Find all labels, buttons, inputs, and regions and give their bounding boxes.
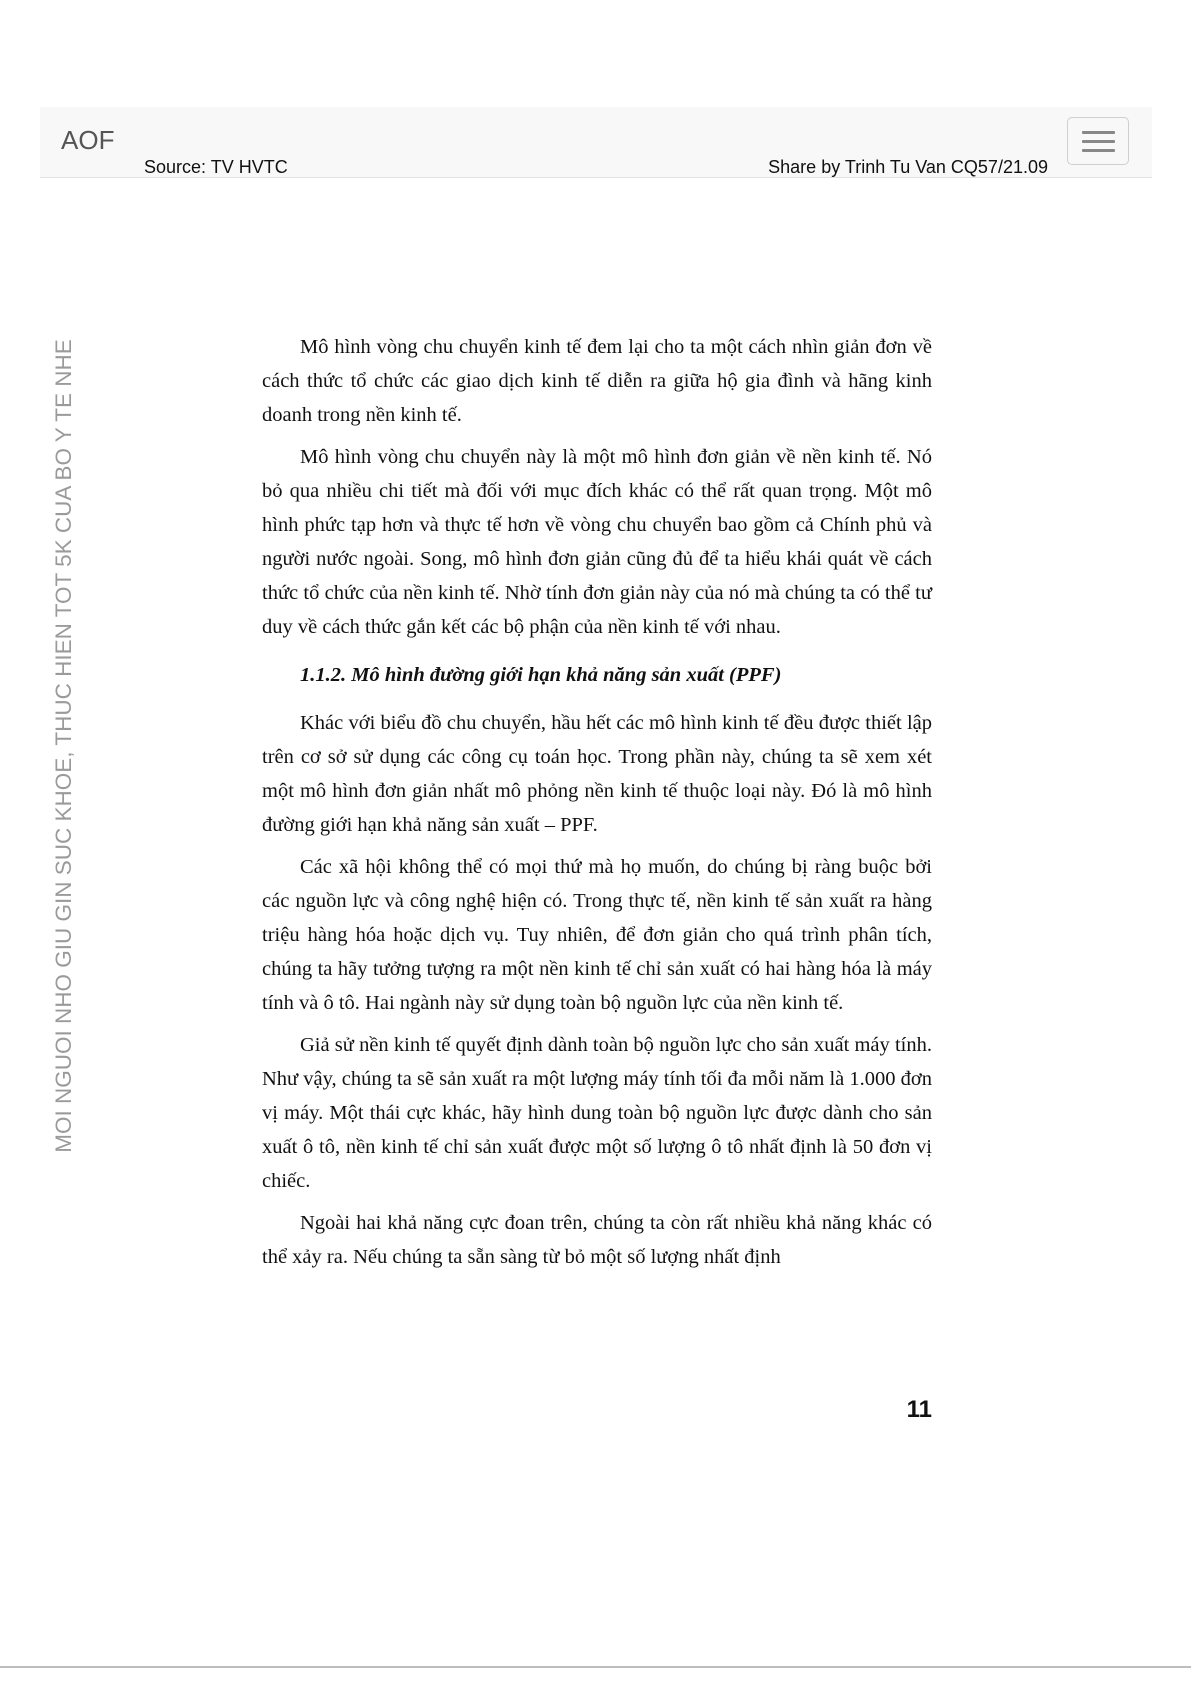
menu-toggle-button[interactable] bbox=[1067, 117, 1129, 165]
paragraph: Mô hình vòng chu chuyển kinh tế đem lại cho ta một cách nhìn giản đơn về cách thức tổ chức các giao dịch kinh tế diễn ra giữa hộ gia đình và hãng kinh doanh trong nền kinh tế. bbox=[262, 336, 932, 426]
page-content bbox=[262, 330, 932, 1282]
paragraph: Các xã hội không thể có mọi thứ mà họ muốn, do chúng bị ràng buộc bởi các nguồn lực và công nghệ hiện có. Trong thực tế, nền kinh tế sản xuất ra hàng triệu hàng hóa hoặc dịch vụ. Tuy nhiên, để đơn giản cho quá trình phân tích, chúng ta hãy tưởng tượng ra một nền kinh tế chỉ sản xuất có hai hàng hóa là máy tính và ô tô. Hai ngành này sử dụng toàn bộ nguồn lực của nền kinh tế. bbox=[262, 856, 932, 1014]
paragraph: Giả sử nền kinh tế quyết định dành toàn bộ nguồn lực cho sản xuất máy tính. Như vậy, chúng ta sẽ sản xuất ra một lượng máy tính tối đa mỗi năm là 1.000 đơn vị máy. Một thái cực khác, hãy hình dung toàn bộ nguồn lực được dành cho sản xuất ô tô, nền kinh tế chỉ sản xuất được một số lượng ô tô nhất định là 50 đơn vị chiếc. bbox=[262, 1034, 932, 1192]
section-heading: 1.1.2. Mô hình đường giới hạn khả năng sản xuất (PPF) bbox=[300, 664, 782, 686]
hamburger-menu-icon-middle-bar bbox=[1082, 140, 1115, 143]
paragraph: Khác với biểu đồ chu chuyển, hầu hết các mô hình kinh tế đều được thiết lập trên cơ sở sử dụng các công cụ toán học. Trong phần này, chúng ta sẽ xem xét một mô hình đơn giản nhất mô phỏng nền kinh tế thuộc loại này. Đó là mô hình đường giới hạn khả năng sản xuất – PPF. bbox=[262, 712, 932, 836]
paragraph: Ngoài hai khả năng cực đoan trên, chúng ta còn rất nhiều khả năng khác có thể xảy ra. Nếu chúng ta sẵn sàng từ bỏ một số lượng nhất định bbox=[262, 1212, 932, 1268]
brand-logo-text: AOF bbox=[61, 125, 115, 155]
side-watermark-text: MOI NGUOI NHO GIU GIN SUC KHOE, THUC HIEN TOT 5K CUA BO Y TE NHE bbox=[51, 339, 76, 1153]
header-bar bbox=[40, 107, 1152, 178]
hamburger-menu-icon-bottom-bar bbox=[1082, 149, 1115, 152]
hamburger-menu-icon bbox=[1082, 131, 1115, 134]
paragraph: Mô hình vòng chu chuyển này là một mô hình đơn giản về nền kinh tế. Nó bỏ qua nhiều chi tiết mà đối với mục đích khác có thể rất quan trọng. Một mô hình phức tạp hơn và thực tế hơn về vòng chu chuyển bao gồm cả Chính phủ và người nước ngoài. Song, mô hình đơn giản cũng đủ để ta hiểu khái quát về cách thức tổ chức của nền kinh tế. Nhờ tính đơn giản này của nó mà chúng ta có thể tư duy về cách thức gắn kết các bộ phận của nền kinh tế với nhau. bbox=[262, 446, 932, 638]
share-label: Share by Trinh Tu Van CQ57/21.09 bbox=[768, 157, 1048, 177]
source-label: Source: TV HVTC bbox=[144, 157, 288, 177]
footer-divider bbox=[0, 1666, 1191, 1668]
page-number: 11 bbox=[906, 1396, 932, 1423]
